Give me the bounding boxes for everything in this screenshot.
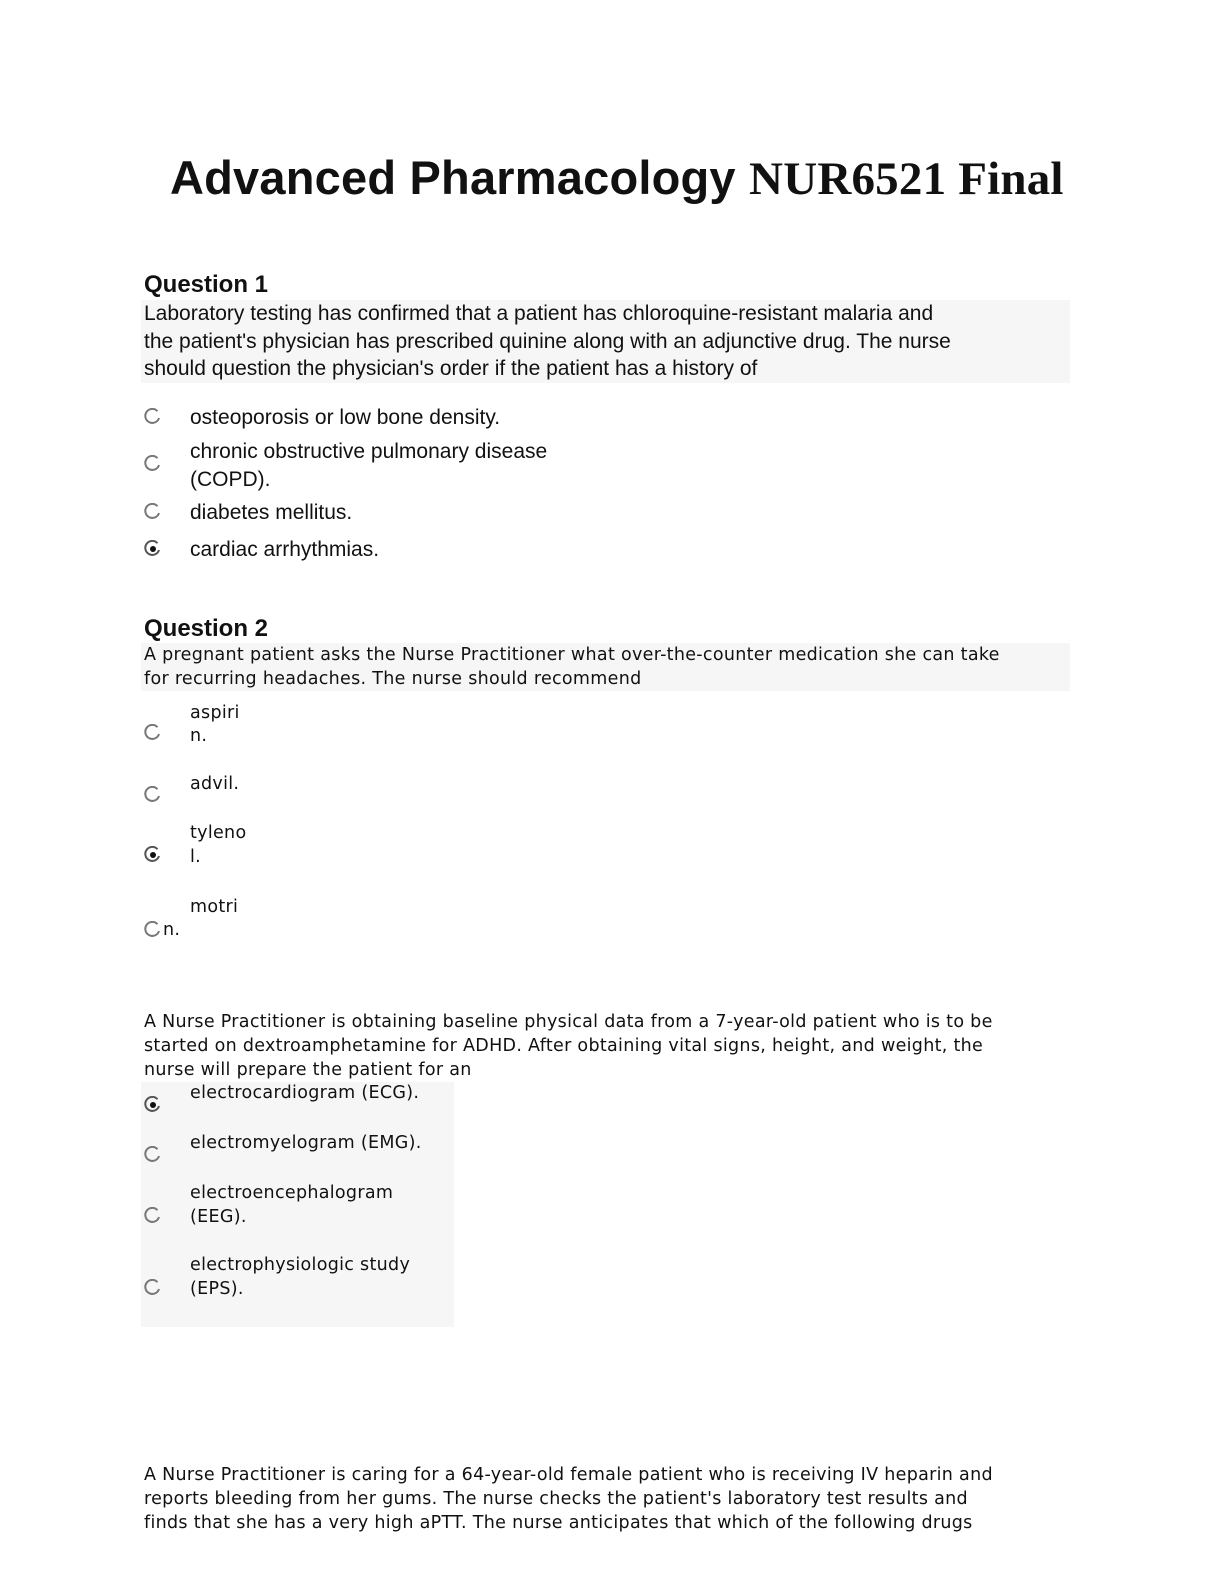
radio-unselected-icon[interactable] <box>144 503 162 521</box>
radio-unselected-icon[interactable] <box>144 1279 162 1297</box>
radio-selected-icon[interactable] <box>144 540 162 558</box>
option-label: electroencephalogram <box>190 1183 394 1203</box>
option-label: l. <box>190 847 202 867</box>
question-3-stem <box>141 1010 1070 1082</box>
question-2-stem-line: A pregnant patient asks the Nurse Practitioner what over-the-counter medication she can take <box>144 645 1000 665</box>
radio-unselected-icon[interactable] <box>144 408 162 426</box>
question-1-stem-line: the patient's physician has prescribed quinine along with an adjunctive drug. The nurse <box>144 329 951 353</box>
radio-unselected-icon[interactable] <box>144 1146 162 1164</box>
option-label: (EPS). <box>190 1279 244 1299</box>
option-label: n. <box>163 920 181 940</box>
option-label: chronic obstructive pulmonary disease <box>190 440 548 463</box>
option-label: aspiri <box>190 703 240 723</box>
question-4-stem-line: reports bleeding from her gums. The nurse checks the patient's laboratory test results and <box>144 1489 968 1509</box>
title-part-1: Advanced Pharmacology <box>170 151 736 204</box>
option-label: tyleno <box>190 823 247 843</box>
option-label: electrocardiogram (ECG). <box>190 1083 420 1103</box>
option-label: n. <box>190 726 208 746</box>
question-1-heading: Question 1 <box>144 271 269 298</box>
document-title <box>170 150 1064 207</box>
radio-unselected-icon[interactable] <box>144 786 162 804</box>
question-4-stem-line: finds that she has a very high aPTT. The nurse anticipates that which of the following drugs <box>144 1513 973 1533</box>
question-3-stem-line: A Nurse Practitioner is obtaining baseline physical data from a 7-year-old patient who is to be <box>144 1012 993 1032</box>
question-3-stem-line: nurse will prepare the patient for an <box>144 1060 472 1080</box>
radio-unselected-icon[interactable] <box>144 921 162 939</box>
radio-unselected-icon[interactable] <box>144 724 162 742</box>
option-label: (COPD). <box>190 468 271 491</box>
option-label: cardiac arrhythmias. <box>190 538 380 561</box>
question-2-stem-line: for recurring headaches. The nurse should recommend <box>144 669 642 689</box>
question-4-stem <box>141 1463 1070 1535</box>
title-part-2: NUR6521 Final <box>749 153 1064 205</box>
question-2-stem <box>141 643 1070 691</box>
option-label: (EEG). <box>190 1207 247 1227</box>
option-label: electromyelogram (EMG). <box>190 1133 422 1153</box>
option-label: osteoporosis or low bone density. <box>190 406 501 429</box>
question-2-heading: Question 2 <box>144 615 269 642</box>
question-1-stem <box>141 300 1070 383</box>
question-1-stem-line: Laboratory testing has confirmed that a patient has chloroquine-resistant malaria and <box>144 302 934 325</box>
question-4-stem-line: A Nurse Practitioner is caring for a 64-year-old female patient who is receiving IV heparin and <box>144 1465 993 1485</box>
radio-selected-icon[interactable] <box>144 1096 162 1114</box>
option-label: motri <box>190 897 239 917</box>
radio-unselected-icon[interactable] <box>144 455 162 473</box>
question-1-stem-line: should question the physician's order if the patient has a history of <box>144 357 758 380</box>
question-3-stem-line: started on dextroamphetamine for ADHD. After obtaining vital signs, height, and weight, the <box>144 1036 984 1056</box>
option-label: electrophysiologic study <box>190 1255 411 1275</box>
option-label: diabetes mellitus. <box>190 501 353 524</box>
radio-unselected-icon[interactable] <box>144 1207 162 1225</box>
option-label: advil. <box>190 774 240 794</box>
radio-selected-icon[interactable] <box>144 846 162 864</box>
